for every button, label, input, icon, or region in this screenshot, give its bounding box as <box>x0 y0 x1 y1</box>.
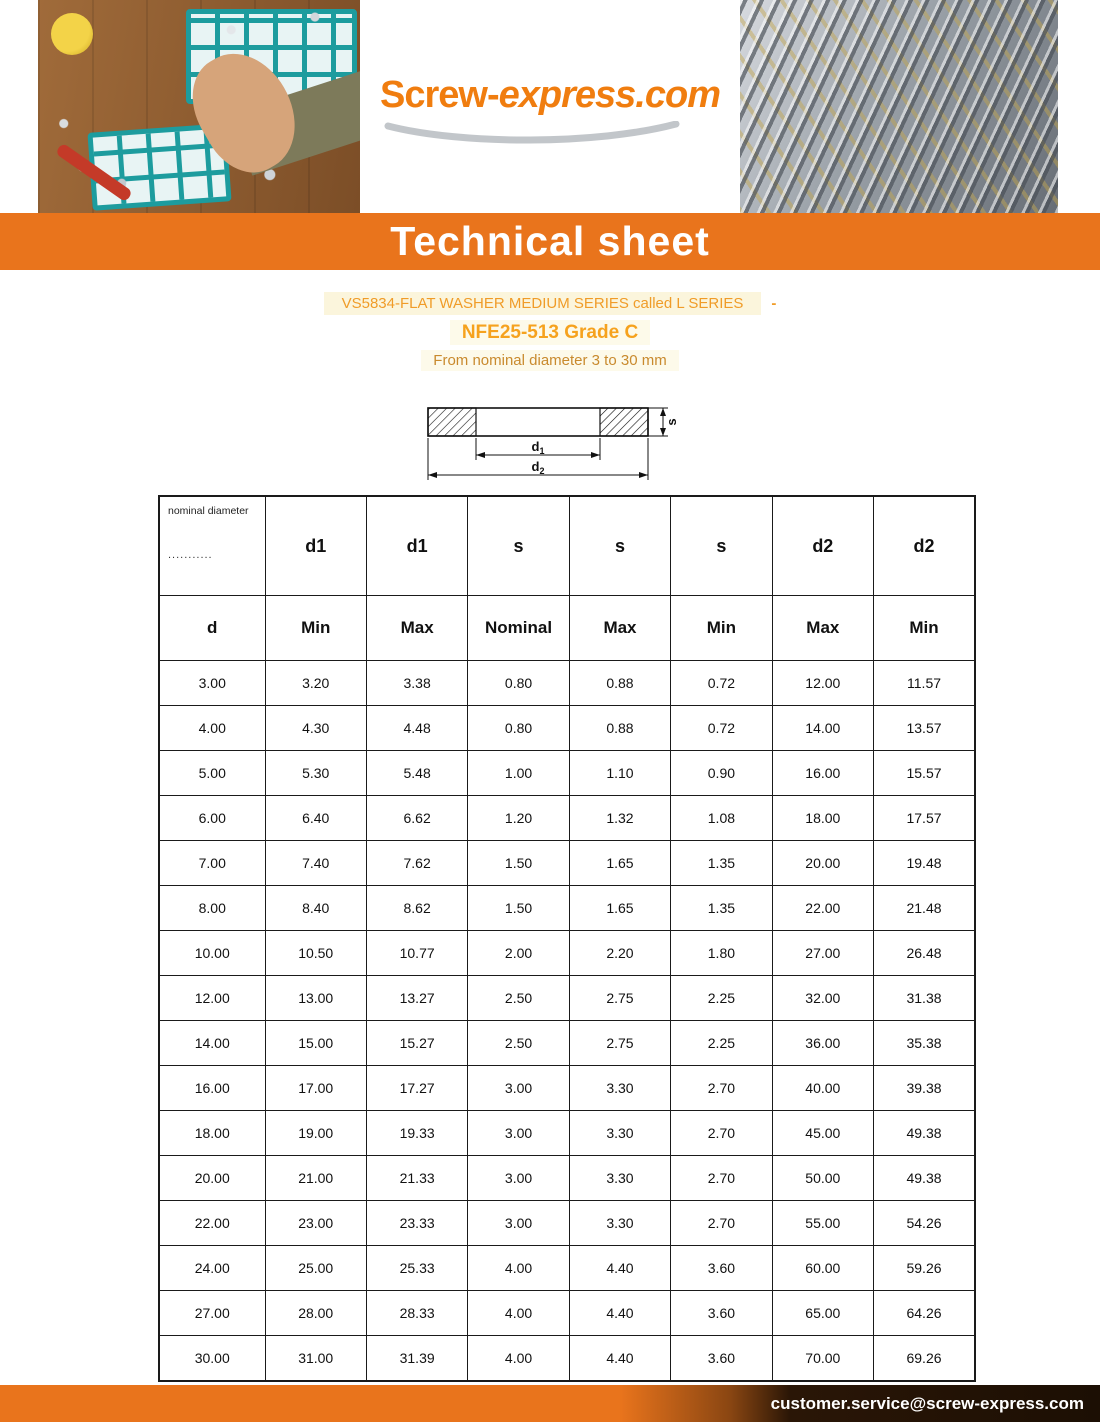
table-cell: 0.90 <box>671 751 772 796</box>
table-cell: 4.48 <box>366 706 467 751</box>
table-cell: 23.33 <box>366 1201 467 1246</box>
table-cell: 2.70 <box>671 1066 772 1111</box>
table-cell: 3.30 <box>569 1111 670 1156</box>
table-cell: 4.30 <box>265 706 366 751</box>
table-cell: 20.00 <box>772 841 873 886</box>
table-cell: 2.25 <box>671 1021 772 1066</box>
table-cell: 59.26 <box>874 1246 975 1291</box>
table-cell: 0.88 <box>569 706 670 751</box>
title-standard-text: NFE25-513 Grade C <box>450 320 650 345</box>
title-range-text: From nominal diameter 3 to 30 mm <box>421 350 678 371</box>
dimensions-table <box>158 495 976 1382</box>
table-cell: 6.00 <box>159 796 265 841</box>
table-cell: 22.00 <box>772 886 873 931</box>
table-cell: 6.62 <box>366 796 467 841</box>
table-cell: 2.70 <box>671 1156 772 1201</box>
table-header-top-row <box>159 496 975 596</box>
table-row <box>159 976 975 1021</box>
table-cell: 12.00 <box>772 661 873 706</box>
table-cell: 8.00 <box>159 886 265 931</box>
dim-label-d1: $d_1$ <box>531 439 545 456</box>
table-cell: 3.30 <box>569 1156 670 1201</box>
table-cell: 19.00 <box>265 1111 366 1156</box>
table-cell: 0.72 <box>671 661 772 706</box>
table-cell: 13.57 <box>874 706 975 751</box>
table-cell: 13.00 <box>265 976 366 1021</box>
table-cell: 12.00 <box>159 976 265 1021</box>
table-cell: 17.00 <box>265 1066 366 1111</box>
table-cell: 21.48 <box>874 886 975 931</box>
table-cell: 4.00 <box>468 1336 569 1382</box>
dim-label-s: s <box>664 418 679 426</box>
dim-label-d2: $d_2$ <box>531 459 545 476</box>
table-row <box>159 1156 975 1201</box>
corner-header-cell <box>159 496 265 596</box>
table-row <box>159 706 975 751</box>
brand-logo <box>368 74 732 117</box>
table-cell: 7.62 <box>366 841 467 886</box>
table-cell: 15.57 <box>874 751 975 796</box>
table-cell: 2.50 <box>468 976 569 1021</box>
table-cell: 14.00 <box>159 1021 265 1066</box>
table-cell: 26.48 <box>874 931 975 976</box>
table-cell: 8.62 <box>366 886 467 931</box>
header-max: Max <box>772 596 873 661</box>
table-cell: 3.60 <box>671 1336 772 1382</box>
table-cell: 50.00 <box>772 1156 873 1201</box>
table-cell: 1.80 <box>671 931 772 976</box>
table-cell: 18.00 <box>772 796 873 841</box>
table-cell: 4.00 <box>468 1291 569 1336</box>
title-series-text: VS5834-FLAT WASHER MEDIUM SERIES called L SERIES <box>324 292 762 315</box>
table-cell: 18.00 <box>159 1111 265 1156</box>
table-cell: 40.00 <box>772 1066 873 1111</box>
brand-name-part2: express.com <box>498 74 720 116</box>
table-cell: 25.00 <box>265 1246 366 1291</box>
table-cell: 49.38 <box>874 1156 975 1201</box>
table-cell: 0.88 <box>569 661 670 706</box>
table-cell: 1.08 <box>671 796 772 841</box>
table-cell: 10.50 <box>265 931 366 976</box>
table-cell: 32.00 <box>772 976 873 1021</box>
table-cell: 21.00 <box>265 1156 366 1201</box>
table-cell: 19.48 <box>874 841 975 886</box>
table-cell: 15.00 <box>265 1021 366 1066</box>
table-cell: 13.27 <box>366 976 467 1021</box>
table-cell: 49.38 <box>874 1111 975 1156</box>
table-cell: 27.00 <box>159 1291 265 1336</box>
table-cell: 55.00 <box>772 1201 873 1246</box>
table-cell: 31.00 <box>265 1336 366 1382</box>
table-row <box>159 931 975 976</box>
table-cell: 2.75 <box>569 976 670 1021</box>
corner-dots: ........... <box>168 549 213 561</box>
header-d1-min-group: d1 <box>265 496 366 596</box>
table-cell: 5.00 <box>159 751 265 796</box>
table-cell: 3.20 <box>265 661 366 706</box>
header-d: d <box>159 596 265 661</box>
header-s-min-group: s <box>671 496 772 596</box>
table-cell: 65.00 <box>772 1291 873 1336</box>
table-cell: 31.38 <box>874 976 975 1021</box>
footer-bar <box>0 1385 1100 1422</box>
table-cell: 7.00 <box>159 841 265 886</box>
title-series-line <box>0 295 1100 312</box>
table-cell: 20.00 <box>159 1156 265 1201</box>
table-cell: 2.25 <box>671 976 772 1021</box>
corner-label: nominal diameter <box>168 505 249 517</box>
table-cell: 7.40 <box>265 841 366 886</box>
table-cell: 0.72 <box>671 706 772 751</box>
table-cell: 35.38 <box>874 1021 975 1066</box>
table-cell: 22.00 <box>159 1201 265 1246</box>
table-cell: 31.39 <box>366 1336 467 1382</box>
table-cell: 2.70 <box>671 1111 772 1156</box>
table-cell: 21.33 <box>366 1156 467 1201</box>
table-cell: 1.32 <box>569 796 670 841</box>
table-row <box>159 1111 975 1156</box>
table-cell: 2.70 <box>671 1201 772 1246</box>
technical-sheet-banner <box>0 213 1100 270</box>
table-cell: 4.00 <box>159 706 265 751</box>
table-cell: 10.77 <box>366 931 467 976</box>
table-cell: 1.00 <box>468 751 569 796</box>
table-cell: 2.75 <box>569 1021 670 1066</box>
table-cell: 16.00 <box>772 751 873 796</box>
table-row <box>159 1021 975 1066</box>
table-cell: 1.35 <box>671 841 772 886</box>
table-cell: 3.00 <box>468 1156 569 1201</box>
banner-title: Technical sheet <box>390 218 710 264</box>
table-row <box>159 751 975 796</box>
table-cell: 11.57 <box>874 661 975 706</box>
table-cell: 0.80 <box>468 706 569 751</box>
table-cell: 2.00 <box>468 931 569 976</box>
table-cell: 10.00 <box>159 931 265 976</box>
table-row <box>159 1201 975 1246</box>
table-cell: 4.40 <box>569 1246 670 1291</box>
table-cell: 6.40 <box>265 796 366 841</box>
table-cell: 30.00 <box>159 1336 265 1382</box>
footer-email: customer.service@screw-express.com <box>770 1394 1084 1413</box>
title-range-line <box>0 352 1100 369</box>
table-row <box>159 1066 975 1111</box>
table-cell: 24.00 <box>159 1246 265 1291</box>
table-cell: 3.30 <box>569 1201 670 1246</box>
table-row <box>159 1336 975 1382</box>
table-cell: 1.50 <box>468 841 569 886</box>
table-cell: 3.38 <box>366 661 467 706</box>
table-cell: 3.00 <box>468 1111 569 1156</box>
header-nominal: Nominal <box>468 596 569 661</box>
table-cell: 17.27 <box>366 1066 467 1111</box>
table-cell: 25.33 <box>366 1246 467 1291</box>
washer-drawing <box>418 394 686 501</box>
brand-name-part1: Screw- <box>380 74 499 116</box>
table-cell: 23.00 <box>265 1201 366 1246</box>
header-min: Min <box>265 596 366 661</box>
header-s-nominal-group: s <box>468 496 569 596</box>
table-cell: 3.60 <box>671 1246 772 1291</box>
table-header-bottom-row <box>159 596 975 661</box>
table-cell: 69.26 <box>874 1336 975 1382</box>
spec-table-body <box>159 661 975 1382</box>
header-min: Min <box>671 596 772 661</box>
table-cell: 0.80 <box>468 661 569 706</box>
table-cell: 17.57 <box>874 796 975 841</box>
title-series-dash: - <box>771 295 777 312</box>
table-row <box>159 841 975 886</box>
table-row <box>159 886 975 931</box>
table-cell: 3.60 <box>671 1291 772 1336</box>
table-cell: 3.00 <box>468 1066 569 1111</box>
header-max: Max <box>569 596 670 661</box>
header-min: Min <box>874 596 975 661</box>
table-cell: 27.00 <box>772 931 873 976</box>
table-row <box>159 661 975 706</box>
table-cell: 1.65 <box>569 886 670 931</box>
table-cell: 14.00 <box>772 706 873 751</box>
washer-drawing-svg <box>418 394 686 496</box>
table-cell: 4.40 <box>569 1336 670 1382</box>
table-cell: 3.00 <box>468 1201 569 1246</box>
table-cell: 4.00 <box>468 1246 569 1291</box>
table-cell: 54.26 <box>874 1201 975 1246</box>
table-cell: 45.00 <box>772 1111 873 1156</box>
table-cell: 3.30 <box>569 1066 670 1111</box>
table-cell: 60.00 <box>772 1246 873 1291</box>
title-standard-line <box>0 322 1100 344</box>
table-row <box>159 1291 975 1336</box>
table-cell: 70.00 <box>772 1336 873 1382</box>
header-d1-max-group: d1 <box>366 496 467 596</box>
table-row <box>159 1246 975 1291</box>
table-cell: 28.33 <box>366 1291 467 1336</box>
header-photo-right <box>740 0 1058 213</box>
table-cell: 15.27 <box>366 1021 467 1066</box>
logo-swoosh <box>382 121 682 145</box>
table-cell: 1.35 <box>671 886 772 931</box>
header-photo-left <box>38 0 360 213</box>
table-cell: 5.48 <box>366 751 467 796</box>
table-cell: 2.20 <box>569 931 670 976</box>
table-cell: 8.40 <box>265 886 366 931</box>
table-cell: 1.20 <box>468 796 569 841</box>
table-cell: 39.38 <box>874 1066 975 1111</box>
table-cell: 64.26 <box>874 1291 975 1336</box>
header-d2-min-group: d2 <box>874 496 975 596</box>
table-cell: 3.00 <box>159 661 265 706</box>
table-cell: 5.30 <box>265 751 366 796</box>
table-cell: 36.00 <box>772 1021 873 1066</box>
table-cell: 28.00 <box>265 1291 366 1336</box>
table-cell: 2.50 <box>468 1021 569 1066</box>
header-d2-max-group: d2 <box>772 496 873 596</box>
table-cell: 4.40 <box>569 1291 670 1336</box>
table-cell: 1.50 <box>468 886 569 931</box>
table-cell: 16.00 <box>159 1066 265 1111</box>
header-max: Max <box>366 596 467 661</box>
table-row <box>159 796 975 841</box>
table-cell: 1.10 <box>569 751 670 796</box>
header-s-max-group: s <box>569 496 670 596</box>
table-cell: 19.33 <box>366 1111 467 1156</box>
table-cell: 1.65 <box>569 841 670 886</box>
